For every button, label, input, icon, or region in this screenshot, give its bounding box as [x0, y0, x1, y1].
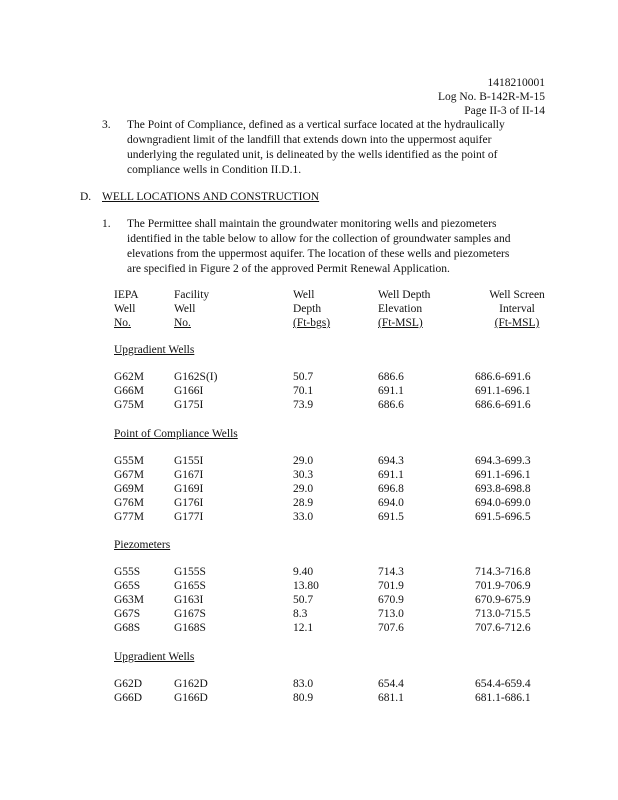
cell-screen: 713.0-715.5 — [475, 608, 531, 620]
cell-iepa: G76M — [114, 497, 145, 509]
cell-facility: G166I — [174, 385, 204, 397]
header-screen-3: (Ft-MSL) — [494, 317, 540, 329]
group-title: Point of Compliance Wells — [114, 428, 238, 440]
cell-facility: G162S(I) — [174, 371, 218, 383]
cell-iepa: G63M — [114, 594, 145, 606]
cell-facility: G163I — [174, 594, 204, 606]
item-1-line-4: are specified in Figure 2 of the approved Permit Renewal Application. — [127, 263, 450, 275]
cell-facility: G177I — [174, 511, 204, 523]
item-3-line-3: underlying the regulated unit, is delineated by the wells identified as the point of — [127, 149, 498, 161]
item-1-line-2: identified in the table below to allow for the collection of groundwater samples and — [127, 233, 511, 245]
cell-facility: G155S — [174, 566, 206, 578]
item-3-line-2: downgradient limit of the landfill that extends down into the uppermost aquifer — [127, 134, 492, 146]
cell-depth: 12.1 — [293, 622, 314, 634]
cell-facility: G167I — [174, 469, 204, 481]
cell-screen: 686.6-691.6 — [475, 399, 531, 411]
header-depth-3: (Ft-bgs) — [293, 317, 331, 329]
cell-elevation: 714.3 — [378, 566, 404, 578]
cell-depth: 8.3 — [293, 608, 308, 620]
header-depth-1: Well — [293, 289, 315, 301]
cell-depth: 83.0 — [293, 678, 314, 690]
document-id: 1418210001 — [487, 77, 545, 89]
header-elevation-2: Elevation — [378, 303, 423, 315]
cell-screen: 701.9-706.9 — [475, 580, 531, 592]
cell-elevation: 691.5 — [378, 511, 404, 523]
item-1-number: 1. — [102, 218, 111, 230]
item-1-line-1: The Permittee shall maintain the groundwater monitoring wells and piezometers — [127, 218, 497, 230]
cell-depth: 70.1 — [293, 385, 314, 397]
cell-screen: 686.6-691.6 — [475, 371, 531, 383]
cell-elevation: 691.1 — [378, 385, 404, 397]
cell-iepa: G69M — [114, 483, 145, 495]
cell-elevation: 686.6 — [378, 371, 404, 383]
cell-screen: 691.5-696.5 — [475, 511, 531, 523]
cell-elevation: 694.3 — [378, 455, 404, 467]
cell-iepa: G55S — [114, 566, 141, 578]
cell-screen: 714.3-716.8 — [475, 566, 531, 578]
header-facility-2: Well — [174, 303, 196, 315]
page-number: Page II-3 of II-14 — [464, 105, 545, 117]
cell-facility: G167S — [174, 608, 206, 620]
cell-iepa: G66M — [114, 385, 145, 397]
cell-facility: G176I — [174, 497, 204, 509]
cell-iepa: G55M — [114, 455, 145, 467]
header-elevation-3: (Ft-MSL) — [378, 317, 423, 329]
group-title: Piezometers — [114, 539, 171, 551]
cell-iepa: G65S — [114, 580, 141, 592]
header-iepa-3: No. — [114, 317, 131, 329]
section-title: WELL LOCATIONS AND CONSTRUCTION — [102, 191, 320, 203]
cell-elevation: 701.9 — [378, 580, 404, 592]
cell-screen: 707.6-712.6 — [475, 622, 531, 634]
cell-depth: 80.9 — [293, 692, 314, 704]
cell-facility: G166D — [174, 692, 208, 704]
log-number: Log No. B-142R-M-15 — [437, 91, 545, 103]
cell-depth: 29.0 — [293, 483, 314, 495]
cell-elevation: 670.9 — [378, 594, 404, 606]
cell-elevation: 691.1 — [378, 469, 404, 481]
cell-depth: 13.80 — [293, 580, 319, 592]
cell-screen: 694.3-699.3 — [475, 455, 531, 467]
cell-elevation: 654.4 — [378, 678, 404, 690]
header-facility-3: No. — [174, 317, 191, 329]
header-iepa-1: IEPA — [114, 289, 139, 301]
header-screen-1: Well Screen — [489, 289, 545, 301]
section-letter: D. — [80, 191, 92, 203]
group-title: Upgradient Wells — [114, 651, 195, 663]
item-3-number: 3. — [102, 119, 111, 131]
cell-iepa: G66D — [114, 692, 143, 704]
cell-depth: 50.7 — [293, 371, 314, 383]
header-depth-2: Depth — [293, 303, 322, 315]
cell-elevation: 696.8 — [378, 483, 404, 495]
cell-elevation: 686.6 — [378, 399, 404, 411]
cell-elevation: 681.1 — [378, 692, 404, 704]
cell-iepa: G62M — [114, 371, 145, 383]
group-title: Upgradient Wells — [114, 344, 195, 356]
cell-facility: G168S — [174, 622, 206, 634]
cell-iepa: G62D — [114, 678, 143, 690]
cell-elevation: 713.0 — [378, 608, 404, 620]
cell-screen: 654.4-659.4 — [475, 678, 531, 690]
cell-screen: 670.9-675.9 — [475, 594, 531, 606]
item-3-line-4: compliance wells in Condition II.D.1. — [127, 164, 302, 176]
cell-iepa: G67S — [114, 608, 141, 620]
item-1-line-3: elevations from the uppermost aquifer. The location of these wells and piezometers — [127, 248, 510, 260]
cell-depth: 29.0 — [293, 455, 314, 467]
cell-elevation: 707.6 — [378, 622, 404, 634]
cell-screen: 681.1-686.1 — [475, 692, 531, 704]
cell-iepa: G77M — [114, 511, 145, 523]
cell-depth: 9.40 — [293, 566, 314, 578]
item-3-line-1: The Point of Compliance, defined as a vertical surface located at the hydraulically — [127, 119, 505, 131]
cell-screen: 691.1-696.1 — [475, 469, 531, 481]
cell-screen: 694.0-699.0 — [475, 497, 531, 509]
cell-facility: G162D — [174, 678, 208, 690]
cell-iepa: G68S — [114, 622, 141, 634]
cell-elevation: 694.0 — [378, 497, 404, 509]
cell-iepa: G75M — [114, 399, 145, 411]
cell-depth: 28.9 — [293, 497, 314, 509]
header-facility-1: Facility — [174, 289, 210, 301]
cell-screen: 693.8-698.8 — [475, 483, 531, 495]
header-elevation-1: Well Depth — [378, 289, 431, 301]
cell-facility: G165S — [174, 580, 206, 592]
cell-facility: G175I — [174, 399, 204, 411]
cell-screen: 691.1-696.1 — [475, 385, 531, 397]
cell-depth: 30.3 — [293, 469, 314, 481]
cell-facility: G155I — [174, 455, 204, 467]
cell-depth: 73.9 — [293, 399, 314, 411]
cell-depth: 33.0 — [293, 511, 314, 523]
header-screen-2: Interval — [499, 303, 535, 315]
cell-facility: G169I — [174, 483, 204, 495]
header-iepa-2: Well — [114, 303, 136, 315]
cell-depth: 50.7 — [293, 594, 314, 606]
cell-iepa: G67M — [114, 469, 145, 481]
